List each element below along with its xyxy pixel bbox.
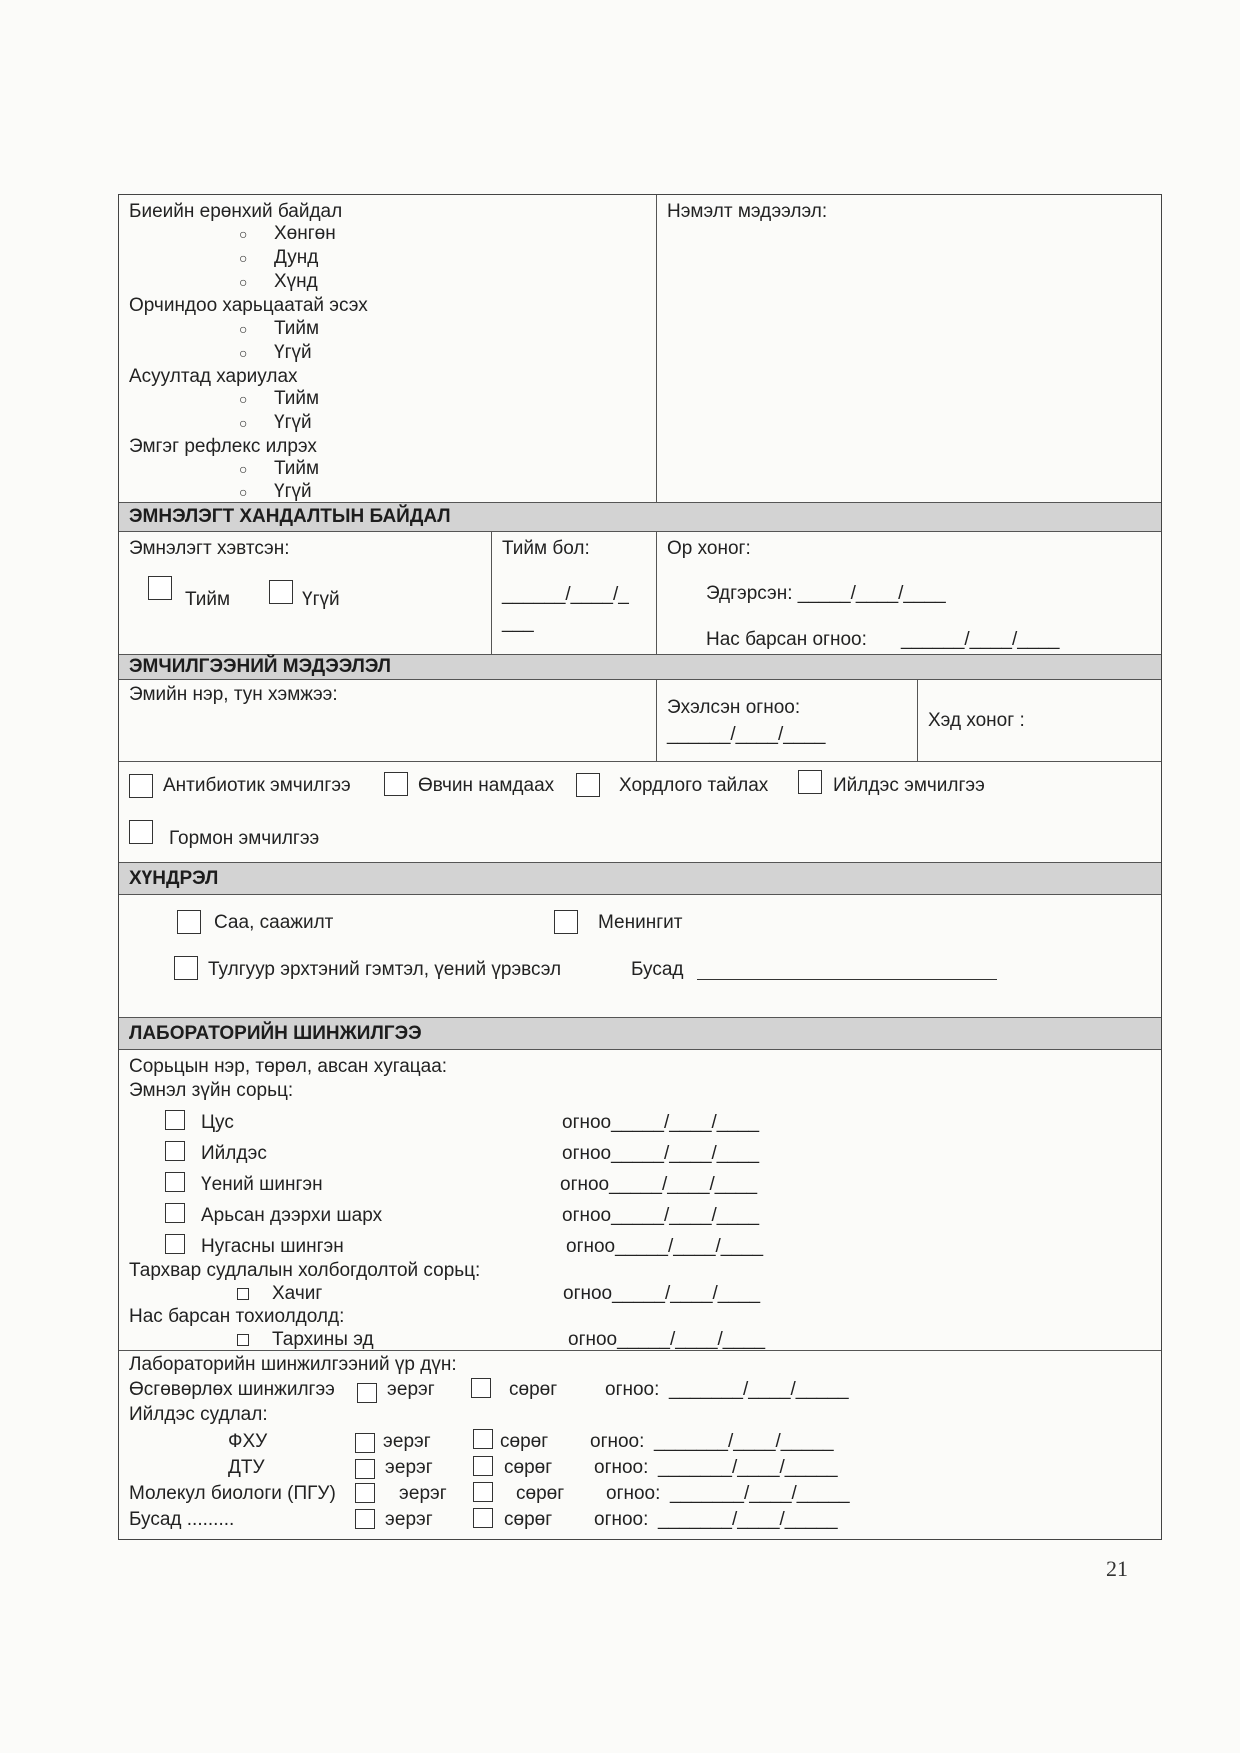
sample-date-field[interactable]: огноо_____/____/____ — [562, 1143, 760, 1164]
admitted-label: Эмнэлэгт хэвтсэн: — [129, 538, 290, 559]
admitted-no-label: Үгүй — [302, 589, 340, 610]
answer-no: Үгүй — [274, 342, 312, 363]
sample-date-field[interactable]: огноо_____/____/____ — [566, 1236, 764, 1257]
answer-yes: Тийм — [274, 318, 320, 339]
question-answer: Асуултад хариулах — [129, 366, 298, 387]
negative-label: сөрөг — [509, 1379, 558, 1400]
detox-label: Хордлого тайлах — [619, 775, 769, 796]
pain-relief-label: Өвчин намдаах — [418, 775, 555, 796]
checkbox-skin-lesion[interactable] — [165, 1203, 185, 1223]
sample-skin-lesion: Арьсан дээрхи шарх — [201, 1205, 383, 1226]
start-date-label: Эхэлсэн огноо: — [667, 697, 801, 718]
sample-csf: Нугасны шингэн — [201, 1236, 344, 1257]
clinical-sample-label: Эмнэл зүйн сорьц: — [129, 1080, 294, 1101]
organ-damage-label: Тулгуур эрхтэний гэмтэл, үений үрэвсэл — [208, 959, 562, 980]
radio-icon[interactable]: ○ — [239, 250, 248, 266]
checkbox-csf[interactable] — [165, 1234, 185, 1254]
result-date-field[interactable]: _______/____/_____ — [670, 1483, 850, 1504]
recovered-date[interactable]: Эдгэрсэн: _____/____/____ — [706, 583, 946, 604]
section-header-hospital: ЭМНЭЛЭГТ ХАНДАЛТЫН БАЙДАЛ — [119, 502, 1161, 532]
serology-label: Ийлдэс судлал: — [129, 1404, 268, 1425]
checkbox-pcr-positive[interactable] — [355, 1483, 375, 1503]
radio-icon[interactable]: ○ — [239, 274, 248, 290]
negative-label: сөрөг — [504, 1457, 553, 1478]
if-yes-date-cont[interactable]: ___ — [502, 612, 534, 633]
positive-label: эерэг — [385, 1457, 433, 1478]
sample-brain-tissue: Тархины эд — [272, 1329, 374, 1350]
result-date-field[interactable]: _______/____/_____ — [658, 1457, 838, 1478]
culture-label: Өсгөвөрлөх шинжилгээ — [129, 1379, 335, 1400]
divider — [119, 761, 1161, 762]
start-date-field[interactable]: ______/____/____ — [667, 724, 826, 745]
checkbox-hormone[interactable] — [129, 820, 153, 844]
result-date-field[interactable]: _______/____/_____ — [658, 1509, 838, 1530]
checkbox-dtu-negative[interactable] — [473, 1456, 493, 1476]
death-case-label: Нас барсан тохиолдолд: — [129, 1306, 345, 1327]
checkbox-dtu-positive[interactable] — [355, 1459, 375, 1479]
checkbox-serum[interactable] — [798, 770, 822, 794]
divider — [917, 680, 918, 761]
negative-label: сөрөг — [516, 1483, 565, 1504]
death-date-field[interactable]: ______/____/____ — [901, 629, 1060, 650]
meningitis-label: Менингит — [598, 912, 683, 933]
general-title: Биеийн ерөнхий байдал — [129, 201, 343, 222]
checkbox-culture-negative[interactable] — [471, 1378, 491, 1398]
checkbox-fhu-negative[interactable] — [473, 1429, 493, 1449]
section-header-complications: ХҮНДРЭЛ — [119, 862, 1161, 895]
case-report-form — [118, 194, 1162, 1540]
divider — [491, 532, 492, 654]
sample-blood: Цус — [201, 1112, 234, 1133]
checkbox-fhu-positive[interactable] — [355, 1433, 375, 1453]
result-date-field[interactable]: _______/____/_____ — [654, 1431, 834, 1452]
checkbox-admitted-yes[interactable] — [148, 576, 172, 600]
question-oriented: Орчиндоо харьцаатай эсэх — [129, 295, 368, 316]
radio-icon[interactable]: ○ — [239, 321, 248, 337]
hormone-label: Гормон эмчилгээ — [169, 828, 320, 849]
radio-icon[interactable]: ○ — [239, 484, 248, 500]
other-test-label: Бусад ......... — [129, 1509, 235, 1530]
sample-date-field[interactable]: огноо_____/____/____ — [560, 1174, 758, 1195]
checkbox-tick[interactable] — [237, 1288, 249, 1300]
option-medium: Дунд — [274, 247, 319, 268]
checkbox-organ-damage[interactable] — [174, 956, 198, 980]
divider — [119, 1350, 1161, 1351]
checkbox-pain-relief[interactable] — [384, 772, 408, 796]
sample-date-field[interactable]: огноо_____/____/____ — [562, 1112, 760, 1133]
if-yes-label: Тийм бол: — [502, 538, 590, 559]
answer-no: Үгүй — [274, 481, 312, 502]
sample-joint-fluid: Үений шингэн — [201, 1174, 323, 1195]
admitted-yes-label: Тийм — [185, 589, 231, 610]
sample-serum: Ийлдэс — [201, 1143, 267, 1164]
date-label: огноо: — [605, 1379, 660, 1400]
other-complication-label: Бусад — [631, 959, 684, 980]
checkbox-admitted-no[interactable] — [269, 580, 293, 604]
fhu-label: ФХУ — [228, 1431, 268, 1452]
sample-info-label: Сорьцын нэр, төрөл, авсан хугацаа: — [129, 1056, 448, 1077]
sample-date-field[interactable]: огноо_____/____/____ — [568, 1329, 766, 1350]
death-date-label: Нас барсан огноо: — [706, 629, 867, 650]
answer-no: Үгүй — [274, 412, 312, 433]
date-label: огноо: — [590, 1431, 645, 1452]
drug-dose-label: Эмийн нэр, тун хэмжээ: — [129, 684, 338, 705]
radio-icon[interactable]: ○ — [239, 226, 248, 242]
positive-label: эерэг — [387, 1379, 435, 1400]
pcr-label: Молекул биологи (ПГУ) — [129, 1483, 336, 1504]
additional-info-label: Нэмэлт мэдээлэл: — [667, 201, 828, 222]
question-reflex: Эмгэг рефлекс илрэх — [129, 436, 317, 457]
page-number: 21 — [1106, 1556, 1128, 1581]
bed-days-label: Ор хоног: — [667, 538, 751, 559]
other-complication-field[interactable] — [697, 979, 997, 980]
checkbox-culture-positive[interactable] — [357, 1383, 377, 1403]
dtu-label: ДТУ — [228, 1457, 265, 1478]
antibiotic-label: Антибиотик эмчилгээ — [163, 775, 351, 796]
answer-yes: Тийм — [274, 458, 320, 479]
serum-label: Ийлдэс эмчилгээ — [833, 775, 985, 796]
lab-results-title: Лабораторийн шинжилгээний үр дүн: — [129, 1354, 457, 1375]
result-date-field[interactable]: _______/____/_____ — [669, 1379, 849, 1400]
paralysis-label: Саа, саажилт — [214, 912, 334, 933]
date-label: огноо: — [594, 1457, 649, 1478]
days-label: Хэд хоног : — [928, 710, 1025, 731]
sample-tick: Хачиг — [272, 1283, 323, 1304]
positive-label: эерэг — [383, 1431, 431, 1452]
date-label: огноо: — [606, 1483, 661, 1504]
checkbox-antibiotic[interactable] — [129, 774, 153, 798]
checkbox-paralysis[interactable] — [177, 910, 201, 934]
option-severe: Хүнд — [274, 271, 318, 292]
checkbox-pcr-negative[interactable] — [473, 1482, 493, 1502]
negative-label: сөрөг — [504, 1509, 553, 1530]
radio-icon[interactable]: ○ — [239, 461, 248, 477]
checkbox-blood[interactable] — [165, 1110, 185, 1130]
sample-date-field[interactable]: огноо_____/____/____ — [562, 1205, 760, 1226]
if-yes-date[interactable]: ______/____/_ — [502, 584, 629, 605]
option-light: Хөнгөн — [274, 223, 336, 244]
epidemiological-sample-label: Тархвар судлалын холбогдолтой сорьц: — [129, 1260, 481, 1281]
checkbox-detox[interactable] — [576, 773, 600, 797]
date-label: огноо: — [594, 1509, 649, 1530]
checkbox-joint-fluid[interactable] — [165, 1172, 185, 1192]
checkbox-brain-tissue[interactable] — [237, 1334, 249, 1346]
negative-label: сөрөг — [500, 1431, 549, 1452]
checkbox-serum-sample[interactable] — [165, 1141, 185, 1161]
positive-label: эерэг — [385, 1509, 433, 1530]
radio-icon[interactable]: ○ — [239, 391, 248, 407]
checkbox-other-positive[interactable] — [355, 1509, 375, 1529]
section-header-lab: ЛАБОРАТОРИЙН ШИНЖИЛГЭЭ — [119, 1017, 1161, 1050]
answer-yes: Тийм — [274, 388, 320, 409]
section-header-treatment: ЭМЧИЛГЭЭНИЙ МЭДЭЭЛЭЛ — [119, 654, 1161, 680]
radio-icon[interactable]: ○ — [239, 415, 248, 431]
divider — [656, 680, 657, 761]
divider — [656, 195, 657, 502]
checkbox-meningitis[interactable] — [554, 910, 578, 934]
positive-label: эерэг — [399, 1483, 447, 1504]
sample-date-field[interactable]: огноо_____/____/____ — [563, 1283, 761, 1304]
radio-icon[interactable]: ○ — [239, 345, 248, 361]
checkbox-other-negative[interactable] — [473, 1508, 493, 1528]
divider — [656, 532, 657, 654]
